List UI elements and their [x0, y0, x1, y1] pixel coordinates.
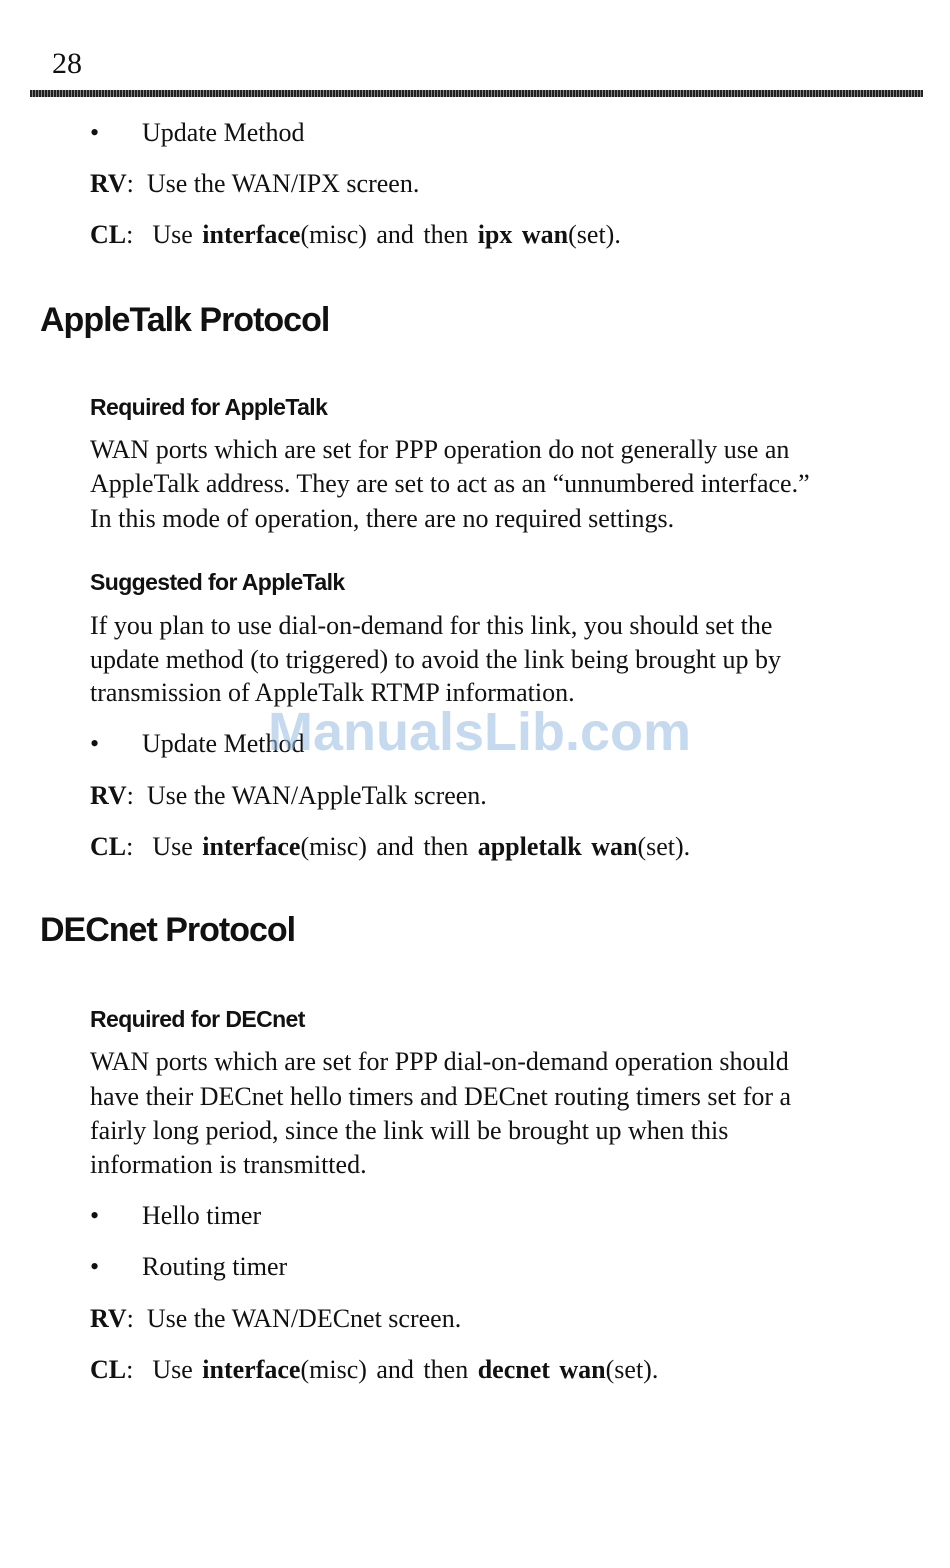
- bullet-text: Hello timer: [142, 1201, 262, 1230]
- paragraph-line: WAN ports which are set for PPP operation do not generally use an: [90, 435, 790, 464]
- cl-text: (misc) and then: [300, 1355, 478, 1384]
- subheading-suggested-appletalk: Suggested for AppleTalk: [90, 569, 345, 595]
- cl-text: (misc) and then: [300, 832, 478, 861]
- cl-text: Use: [152, 1355, 203, 1384]
- cl-command: appletalk wan: [477, 832, 638, 861]
- cl-text: (misc) and then: [300, 220, 478, 249]
- paragraph-line: fairly long period, since the link will be brought up when this: [90, 1116, 729, 1145]
- bullet-dot: •: [90, 1252, 100, 1281]
- paragraph-line: update method (to triggered) to avoid the link being brought up by: [90, 645, 782, 674]
- cl-command: decnet wan: [477, 1355, 606, 1384]
- bullet-text: Update Method: [142, 729, 305, 758]
- paragraph-line: In this mode of operation, there are no required settings.: [90, 504, 675, 533]
- bullet-dot: •: [90, 729, 100, 758]
- rv-line: RV: Use the WAN/DECnet screen.: [90, 1304, 462, 1333]
- subheading-required-appletalk: Required for AppleTalk: [90, 394, 328, 420]
- cl-line: CL: Use interface(misc) and then ipx wan(set).: [90, 220, 621, 249]
- paragraph-line: AppleTalk address. They are set to act as an “unnumbered interface.”: [90, 469, 810, 498]
- page-number: 28: [52, 47, 82, 80]
- rv-text: Use the WAN/DECnet screen.: [146, 1304, 462, 1333]
- cl-label: CL: [90, 1355, 127, 1384]
- cl-text: Use: [152, 220, 203, 249]
- cl-line: CL: Use interface(misc) and then appletalk wan(set).: [90, 832, 691, 861]
- cl-command: interface: [202, 832, 301, 861]
- cl-command: interface: [202, 220, 301, 249]
- cl-label: CL: [90, 220, 127, 249]
- rv-label: RV: [90, 781, 127, 810]
- paragraph-line: transmission of AppleTalk RTMP information.: [90, 678, 575, 707]
- header-rule: [30, 90, 923, 97]
- cl-command: interface: [202, 1355, 301, 1384]
- rv-text: Use the WAN/AppleTalk screen.: [146, 781, 487, 810]
- cl-text: (set).: [605, 1355, 659, 1384]
- bullet-text: Routing timer: [142, 1252, 288, 1281]
- rv-text: Use the WAN/IPX screen.: [146, 169, 420, 198]
- paragraph-line: WAN ports which are set for PPP dial-on-demand operation should: [90, 1047, 789, 1076]
- cl-text: Use: [152, 832, 203, 861]
- cl-text: (set).: [568, 220, 621, 249]
- bullet-dot: •: [90, 118, 100, 147]
- watermark: ManualsLib.com: [268, 702, 692, 762]
- section-heading-decnet: DECnet Protocol: [40, 911, 296, 949]
- cl-text: (set).: [637, 832, 691, 861]
- section-heading-appletalk: AppleTalk Protocol: [40, 301, 330, 339]
- subheading-required-decnet: Required for DECnet: [90, 1006, 305, 1032]
- cl-line: CL: Use interface(misc) and then decnet wan(set).: [90, 1355, 659, 1384]
- rv-line: RV: Use the WAN/AppleTalk screen.: [90, 781, 487, 810]
- rv-line: RV: Use the WAN/IPX screen.: [90, 169, 420, 198]
- rv-label: RV: [90, 1304, 127, 1333]
- cl-command: ipx wan: [477, 220, 569, 249]
- paragraph-line: information is transmitted.: [90, 1150, 367, 1179]
- rv-label: RV: [90, 169, 127, 198]
- bullet-text: Update Method: [142, 118, 305, 147]
- cl-label: CL: [90, 832, 127, 861]
- paragraph-line: have their DECnet hello timers and DECnet routing timers set for a: [90, 1082, 792, 1111]
- paragraph-line: If you plan to use dial-on-demand for this link, you should set the: [90, 611, 773, 640]
- bullet-dot: •: [90, 1201, 100, 1230]
